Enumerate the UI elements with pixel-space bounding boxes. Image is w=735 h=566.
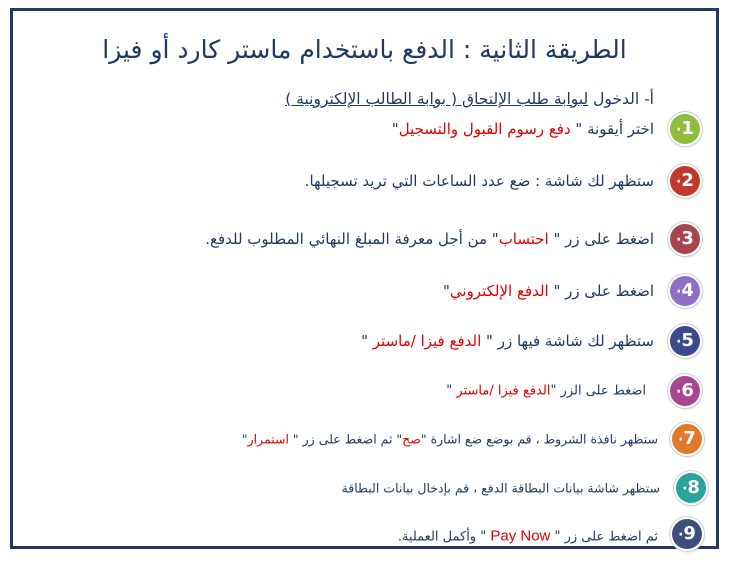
step-3-number-badge: ·3	[670, 224, 700, 254]
step-1	[13, 111, 716, 147]
step-7-text: ستظهر نافذة الشروط ، قم بوضع ضع اشارة "صح" ثم اضغط على زر " استمرار"	[241, 431, 658, 447]
step-3-text: اضغط على زر " احتساب" من أجل معرفة المبلغ النهائي المطلوب للدفع.	[205, 230, 654, 248]
step-7-number-badge: ·7	[672, 424, 702, 454]
step-6	[13, 373, 716, 409]
slide-frame	[10, 8, 719, 549]
step-6-number-badge: ·6	[670, 376, 700, 406]
step-5	[13, 323, 716, 359]
step-9	[13, 518, 716, 554]
step-8	[13, 470, 716, 506]
subtitle-portal[interactable]: لبوابة طلب الإلتحاق	[457, 90, 589, 108]
step-2	[13, 163, 716, 199]
step-2-number-badge: ·2	[670, 166, 700, 196]
step-2-text: ستظهر لك شاشة : ضع عدد الساعات التي تريد تسجيلها.	[304, 172, 654, 190]
step-6-text: اضغط على الزر "الدفع فيزا /ماستر "	[446, 383, 646, 399]
step-5-number-badge: ·5	[670, 326, 700, 356]
step-8-text: ستظهر شاشة بيانات البطاقة الدفع ، قم بإدخال بيانات البطاقة	[341, 480, 660, 496]
step-4-number-badge: ·4	[670, 276, 700, 306]
step-1-text: اختر أيقونة " دفع رسوم القبول والتسجيل"	[391, 120, 654, 138]
subtitle-portal-link[interactable]: ( بوابة الطالب الإلكترونية )	[285, 90, 458, 108]
step-8-number-badge: ·8	[676, 473, 706, 503]
subtitle	[285, 90, 654, 108]
step-3	[13, 221, 716, 257]
page-title: الطريقة الثانية : الدفع باستخدام ماستر كارد أو فيزا	[102, 35, 627, 64]
step-9-number-badge: ·9	[672, 519, 702, 549]
step-4	[13, 273, 716, 309]
subtitle-prefix: أ- الدخول	[588, 90, 654, 108]
step-5-text: ستظهر لك شاشة فيها زر " الدفع فيزا /ماستر "	[361, 332, 654, 350]
step-4-text: اضغط على زر " الدفع الإلكتروني"	[442, 282, 654, 300]
step-1-number-badge: ·1	[670, 114, 700, 144]
step-9-text: ثم اضغط على زر " Pay Now " وأكمل العملية.	[397, 527, 658, 545]
step-7	[13, 421, 716, 457]
